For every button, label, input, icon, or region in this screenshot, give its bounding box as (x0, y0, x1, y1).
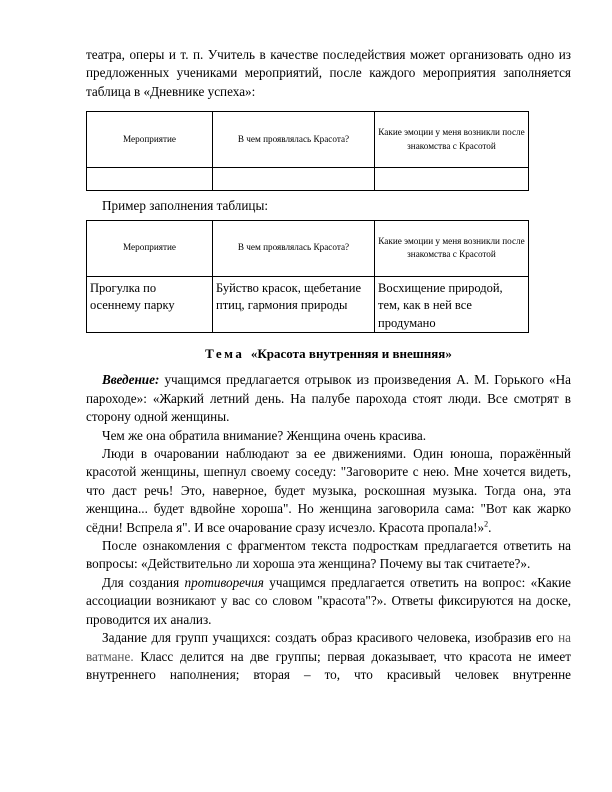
example-table (86, 220, 529, 334)
topic-title: «Красота внутренняя и внешняя» (250, 346, 452, 362)
paragraph-contradiction (86, 574, 571, 629)
contradiction-before: Для создания (102, 574, 185, 590)
empty-cell (213, 168, 375, 191)
header-beauty: В чем проявлялась Красота? (213, 112, 375, 168)
header-beauty: В чем проявлялась Красота? (213, 220, 375, 276)
task-after: Класс делится на две группы; первая доказывает, что красота не имеет внутреннего наполнения; вторая – то, что красивый человек внутренне (86, 648, 571, 682)
topic-heading (86, 345, 571, 363)
empty-cell (375, 168, 529, 191)
contradiction-after: учащимся предлагается ответить на вопрос: «Какие ассоциации возникают у вас со словом "красота"?». Ответы фиксируются на доске, проводится их анализ. (86, 574, 571, 627)
task-grey: на ватмане. (86, 630, 571, 664)
header-emotions: Какие эмоции у меня возникли после знакомства с Красотой (375, 112, 529, 168)
contradiction-word: противоречия (184, 574, 264, 590)
paragraph-intro-continuation: театра, оперы и т. п. Учитель в качестве последействия может организовать одно из предложенных учениками мероприятий, после каждого мероприятия заполняется таблица в «Дневнике успеха»: (86, 47, 571, 99)
example-beauty-cell: Буйство красок, щебетание птиц, гармония природы (213, 276, 375, 333)
example-caption: Пример заполнения таблицы: (102, 198, 268, 214)
footnote-mark: 2 (484, 519, 489, 529)
example-event-cell: Прогулка по осеннему парку (87, 276, 213, 333)
task-before: Задание для групп учащихся: создать образ красивого человека, изобразив его (102, 630, 559, 646)
paragraph-question: Чем же она обратила внимание? Женщина очень красива. (102, 427, 427, 443)
introduction-text: учащимся предлагается отрывок из произведения А. М. Горького «На пароходе»: «Жаркий летний день. На палубе парохода стоят люди. Все смотрят в сторону одной женщины. (86, 372, 571, 425)
topic-label: Тема (205, 346, 245, 362)
success-diary-table (86, 111, 529, 191)
paragraph-group-task (86, 629, 571, 684)
header-event: Мероприятие (87, 220, 213, 276)
paragraph-introduction (86, 371, 571, 426)
story-end: . (488, 519, 492, 535)
story-text: Люди в очаровании наблюдают за ее движениями. Один юноша, поражённый красотой женщины, шепнул своему соседу: "Заговорите с нею. Мне хочется видеть, что даст речь! Это, наверное, будет музыка, роскошная музыка. Тогда она, эта женщина... будет вдвойне хороша". Но женщина заговорила сама: "Вот как жарко сёдни! Вспрела я". И все очарование сразу исчезло. Красота пропала!» (86, 446, 571, 535)
header-event: Мероприятие (87, 112, 213, 168)
paragraph-after-reading: После ознакомления с фрагментом текста подросткам предлагается ответить на вопросы: «Действительно ли хороша эта женщина? Почему вы так считаете?». (86, 538, 571, 572)
empty-cell (87, 168, 213, 191)
paragraph-story (86, 445, 571, 537)
example-emotions-cell: Восхищение природой, тем, как в ней все продумано (375, 276, 529, 333)
introduction-label: Введение: (102, 372, 160, 388)
header-emotions: Какие эмоции у меня возникли после знакомства с Красотой (375, 220, 529, 276)
document-page (86, 46, 571, 684)
